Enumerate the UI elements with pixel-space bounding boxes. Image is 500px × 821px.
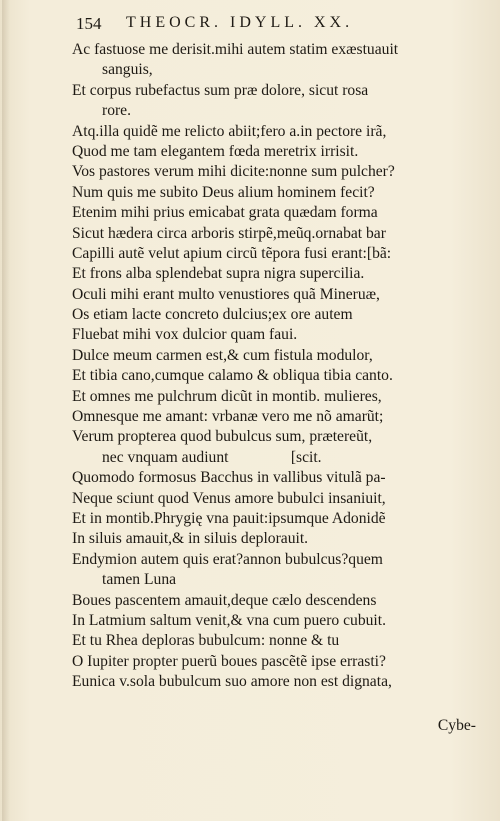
text-line: Sicut hædera circa arboris stirpẽ,meũq.ornabat bar xyxy=(72,224,386,242)
text-line: Endymion autem quis erat?annon bubulcus?quem xyxy=(72,550,383,568)
text-line: Quomodo formosus Bacchus in vallibus vitulã pa- xyxy=(72,469,386,487)
text-line: Num quis me subito Deus alium hominem fecit? xyxy=(72,183,375,201)
text-block xyxy=(72,40,476,693)
text-line: sanguis, xyxy=(102,61,153,79)
text-line: Capilli autẽ velut apium circũ tẽpora fusi erant:[bã: xyxy=(72,244,392,262)
text-line: In Latmium saltum venit,& vna cum puero cubuit. xyxy=(72,611,386,629)
text-line: Vos pastores verum mihi dicite:nonne sum pulcher? xyxy=(72,163,395,181)
text-line: Et frons alba splendebat supra nigra supercilia. xyxy=(72,265,365,283)
text-line: Atq.illa quidẽ me relicto abiit;fero a.in pectore irã, xyxy=(72,122,387,140)
text-line: Et corpus rubefactus sum præ dolore, sicut rosa xyxy=(72,81,369,99)
text-line: tamen Luna xyxy=(102,571,177,589)
text-line: Et omnes me pulchrum dicũt in montib. mulieres, xyxy=(72,387,382,405)
text-line: rore. xyxy=(102,102,132,120)
text-line: In siluis amauit,& in siluis deplorauit. xyxy=(72,530,309,548)
text-line: Fluebat mihi vox dulcior quam faui. xyxy=(72,326,298,344)
text-line: O Iupiter propter puerũ boues pascẽtẽ ipse errasti? xyxy=(72,652,386,670)
text-line: Et tibia cano,cumque calamo & obliqua tibia canto. xyxy=(72,367,393,385)
page-header xyxy=(76,14,476,36)
text-line: Dulce meum carmen est,& cum fistula modulor, xyxy=(72,346,373,364)
text-line: Omnesque me amant: vrbanæ vero me nõ amarũt; xyxy=(72,408,384,426)
text-line: nec vnquam audiunt [scit. xyxy=(102,448,322,466)
text-line: Et in montib.Phrygię vna pauit:ipsumque Adonidẽ xyxy=(72,509,386,527)
text-line: Etenim mihi prius emicabat grata quædam forma xyxy=(72,204,378,222)
text-line: Quod me tam elegantem fœda meretrix irrisit. xyxy=(72,142,359,160)
text-line: Verum propterea quod bubulcus sum, prætereũt, xyxy=(72,428,373,446)
catchword: Cybe- xyxy=(437,717,476,734)
page-gutter-shadow xyxy=(2,0,10,821)
text-line: Boues pascentem amauit,deque cælo descendens xyxy=(72,591,377,609)
text-line: Et tu Rhea deploras bubulcum: nonne & tu xyxy=(72,632,340,650)
text-line: Neque sciunt quod Venus amore bubulci insaniuit, xyxy=(72,489,386,507)
running-head: THEOCR. IDYLL. XX. xyxy=(126,14,354,31)
text-line: Eunica v.sola bubulcum suo amore non est dignata, xyxy=(72,673,392,691)
page-number: 154 xyxy=(76,14,102,33)
text-line: Oculi mihi erant multo venustiores quã Mineruæ, xyxy=(72,285,380,303)
text-line: Os etiam lacte concreto dulcius;ex ore autem xyxy=(72,306,353,324)
text-line: Ac fastuose me derisit.mihi autem statim exæstuauit xyxy=(72,41,399,58)
